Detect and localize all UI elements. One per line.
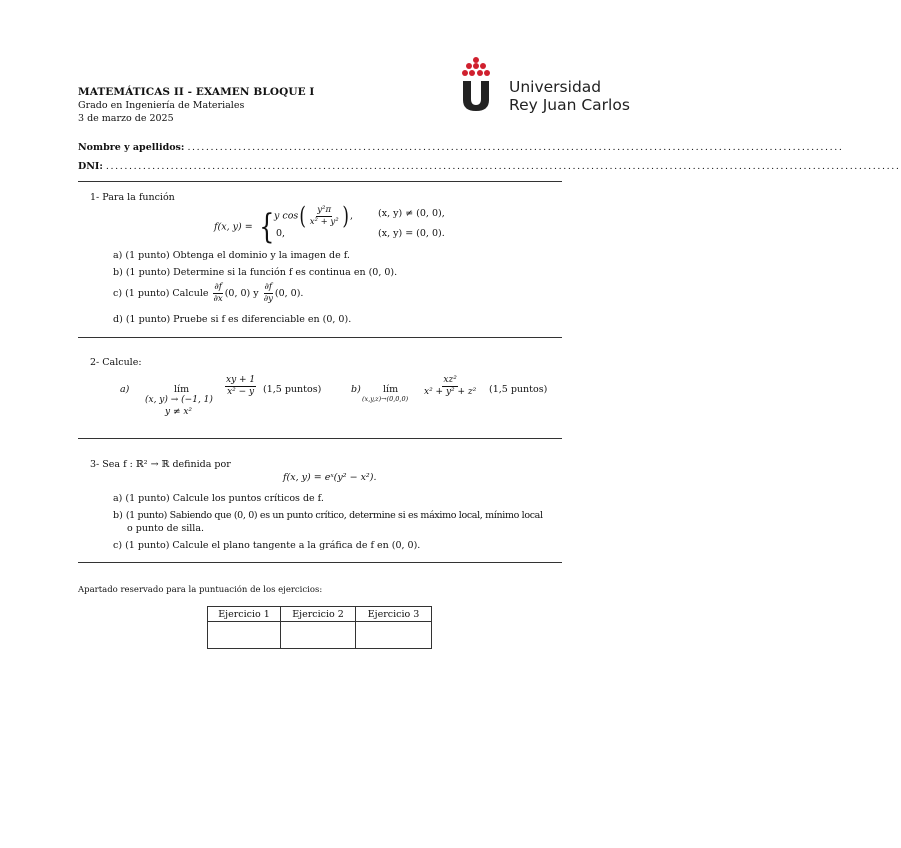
- ex3-item-b: b) (1 punto) Sabiendo que (0, 0) es un punto crítico, determine si es máximo local, mínimo local: [113, 510, 543, 521]
- score-header-1: Ejercicio 1: [208, 607, 281, 622]
- ex1-intro: 1- Para la función: [90, 192, 175, 203]
- ex2-a-under1: (x, y) → (−1, 1): [145, 395, 213, 405]
- ex1-partial-y: $\frac{\partial f}{\partial y}$: [263, 282, 273, 304]
- divider-top: [78, 181, 562, 182]
- ex1-item-a: a) (1 punto) Obtenga el dominio y la imagen de f.: [113, 250, 350, 261]
- university-crest-icon: [461, 56, 501, 116]
- ex1-brace: {: [258, 207, 275, 247]
- logo-line1: Universidad: [509, 78, 602, 96]
- ex2-a-lim: lím: [174, 384, 190, 395]
- exam-title: MATEMÁTICAS II - EXAMEN BLOQUE I: [78, 86, 315, 98]
- score-cell-3[interactable]: [356, 622, 432, 649]
- ex2-a-label: a): [120, 384, 130, 395]
- ex3-item-c: c) (1 punto) Calcule el plano tangente a la gráfica de f en (0, 0).: [113, 540, 421, 551]
- degree-name: Grado en Ingeniería de Materiales: [78, 100, 245, 111]
- ex2-b-label: b): [351, 384, 361, 395]
- ex2-a-under2: y ≠ x²: [165, 407, 193, 417]
- score-header-3: Ejercicio 3: [356, 607, 432, 622]
- name-field[interactable]: [78, 142, 844, 153]
- ex1-case1: y cos( $\frac{\text{y²π}}{\text{x² + y²}}$ ),: [274, 202, 354, 230]
- ex2-b-under: (x,y,z)→(0,0,0): [362, 395, 409, 403]
- name-label: Nombre y apellidos:: [78, 142, 185, 153]
- score-header-2: Ejercicio 2: [281, 607, 356, 622]
- ex1-item-c: c) (1 punto) Calcule $\frac{\partial f}{\partial x}$ (0, 0) y $\frac{\partial f}{\partial y}$ (0, 0).: [113, 282, 304, 304]
- dni-dots: ............................................................................................................................................................................: [105, 161, 901, 172]
- dni-label: DNI:: [78, 161, 103, 172]
- ex1-definition: [214, 207, 277, 247]
- dni-field[interactable]: [78, 161, 901, 172]
- ex1-case1-frac: $\frac{\text{y²π}}{\text{x² + y²}}$: [309, 204, 339, 227]
- ex1-case2-expr: 0,: [276, 228, 286, 239]
- score-cell-2[interactable]: [281, 622, 356, 649]
- ex3-formula: f(x, y) = eˣ(y² − x²).: [283, 472, 377, 483]
- ex2-b-lim: lím: [383, 384, 399, 395]
- ex2-b-points: (1,5 puntos): [489, 384, 548, 395]
- ex1-case1-expr: y cos: [274, 210, 299, 222]
- ex1-case1-cond: (x, y) ≠ (0, 0),: [378, 208, 445, 219]
- divider-ex2: [78, 438, 562, 439]
- ex1-item-d: d) (1 punto) Pruebe si f es diferenciable en (0, 0).: [113, 314, 352, 325]
- ex2-a-points: (1,5 puntos): [263, 384, 322, 395]
- ex1-item-b: b) (1 punto) Determine si la función f es continua en (0, 0).: [113, 267, 398, 278]
- university-logo: [461, 56, 630, 116]
- exam-date: 3 de marzo de 2025: [78, 113, 174, 124]
- ex1-fdef: f(x, y) =: [214, 221, 253, 233]
- logo-line2: Rey Juan Carlos: [509, 96, 630, 114]
- ex2-intro: 2- Calcule:: [90, 357, 142, 368]
- score-cell-1[interactable]: [208, 622, 281, 649]
- ex3-item-a: a) (1 punto) Calcule los puntos críticos de f.: [113, 493, 324, 504]
- divider-ex1: [78, 337, 562, 338]
- ex2-a-fraction: $\frac{xy + 1}{\text{x² − y}}$: [226, 375, 256, 398]
- ex3-item-b-cont: o punto de silla.: [127, 523, 205, 534]
- ex3-intro: 3- Sea f : ℝ² → ℝ definida por: [90, 459, 231, 470]
- ex2-b-fraction: $\frac{\text{xz²}}{\text{x² + y² + z²}}$: [424, 375, 477, 398]
- ex1-case2-cond: (x, y) = (0, 0).: [378, 228, 445, 239]
- scores-table: [207, 606, 432, 649]
- name-dots: ..............................................................................................................................................: [187, 142, 844, 153]
- scores-caption: Apartado reservado para la puntuación de los ejercicios:: [78, 585, 323, 595]
- divider-ex3: [78, 562, 562, 563]
- ex1-partial-x: $\frac{\partial f}{\partial x}$: [213, 282, 223, 304]
